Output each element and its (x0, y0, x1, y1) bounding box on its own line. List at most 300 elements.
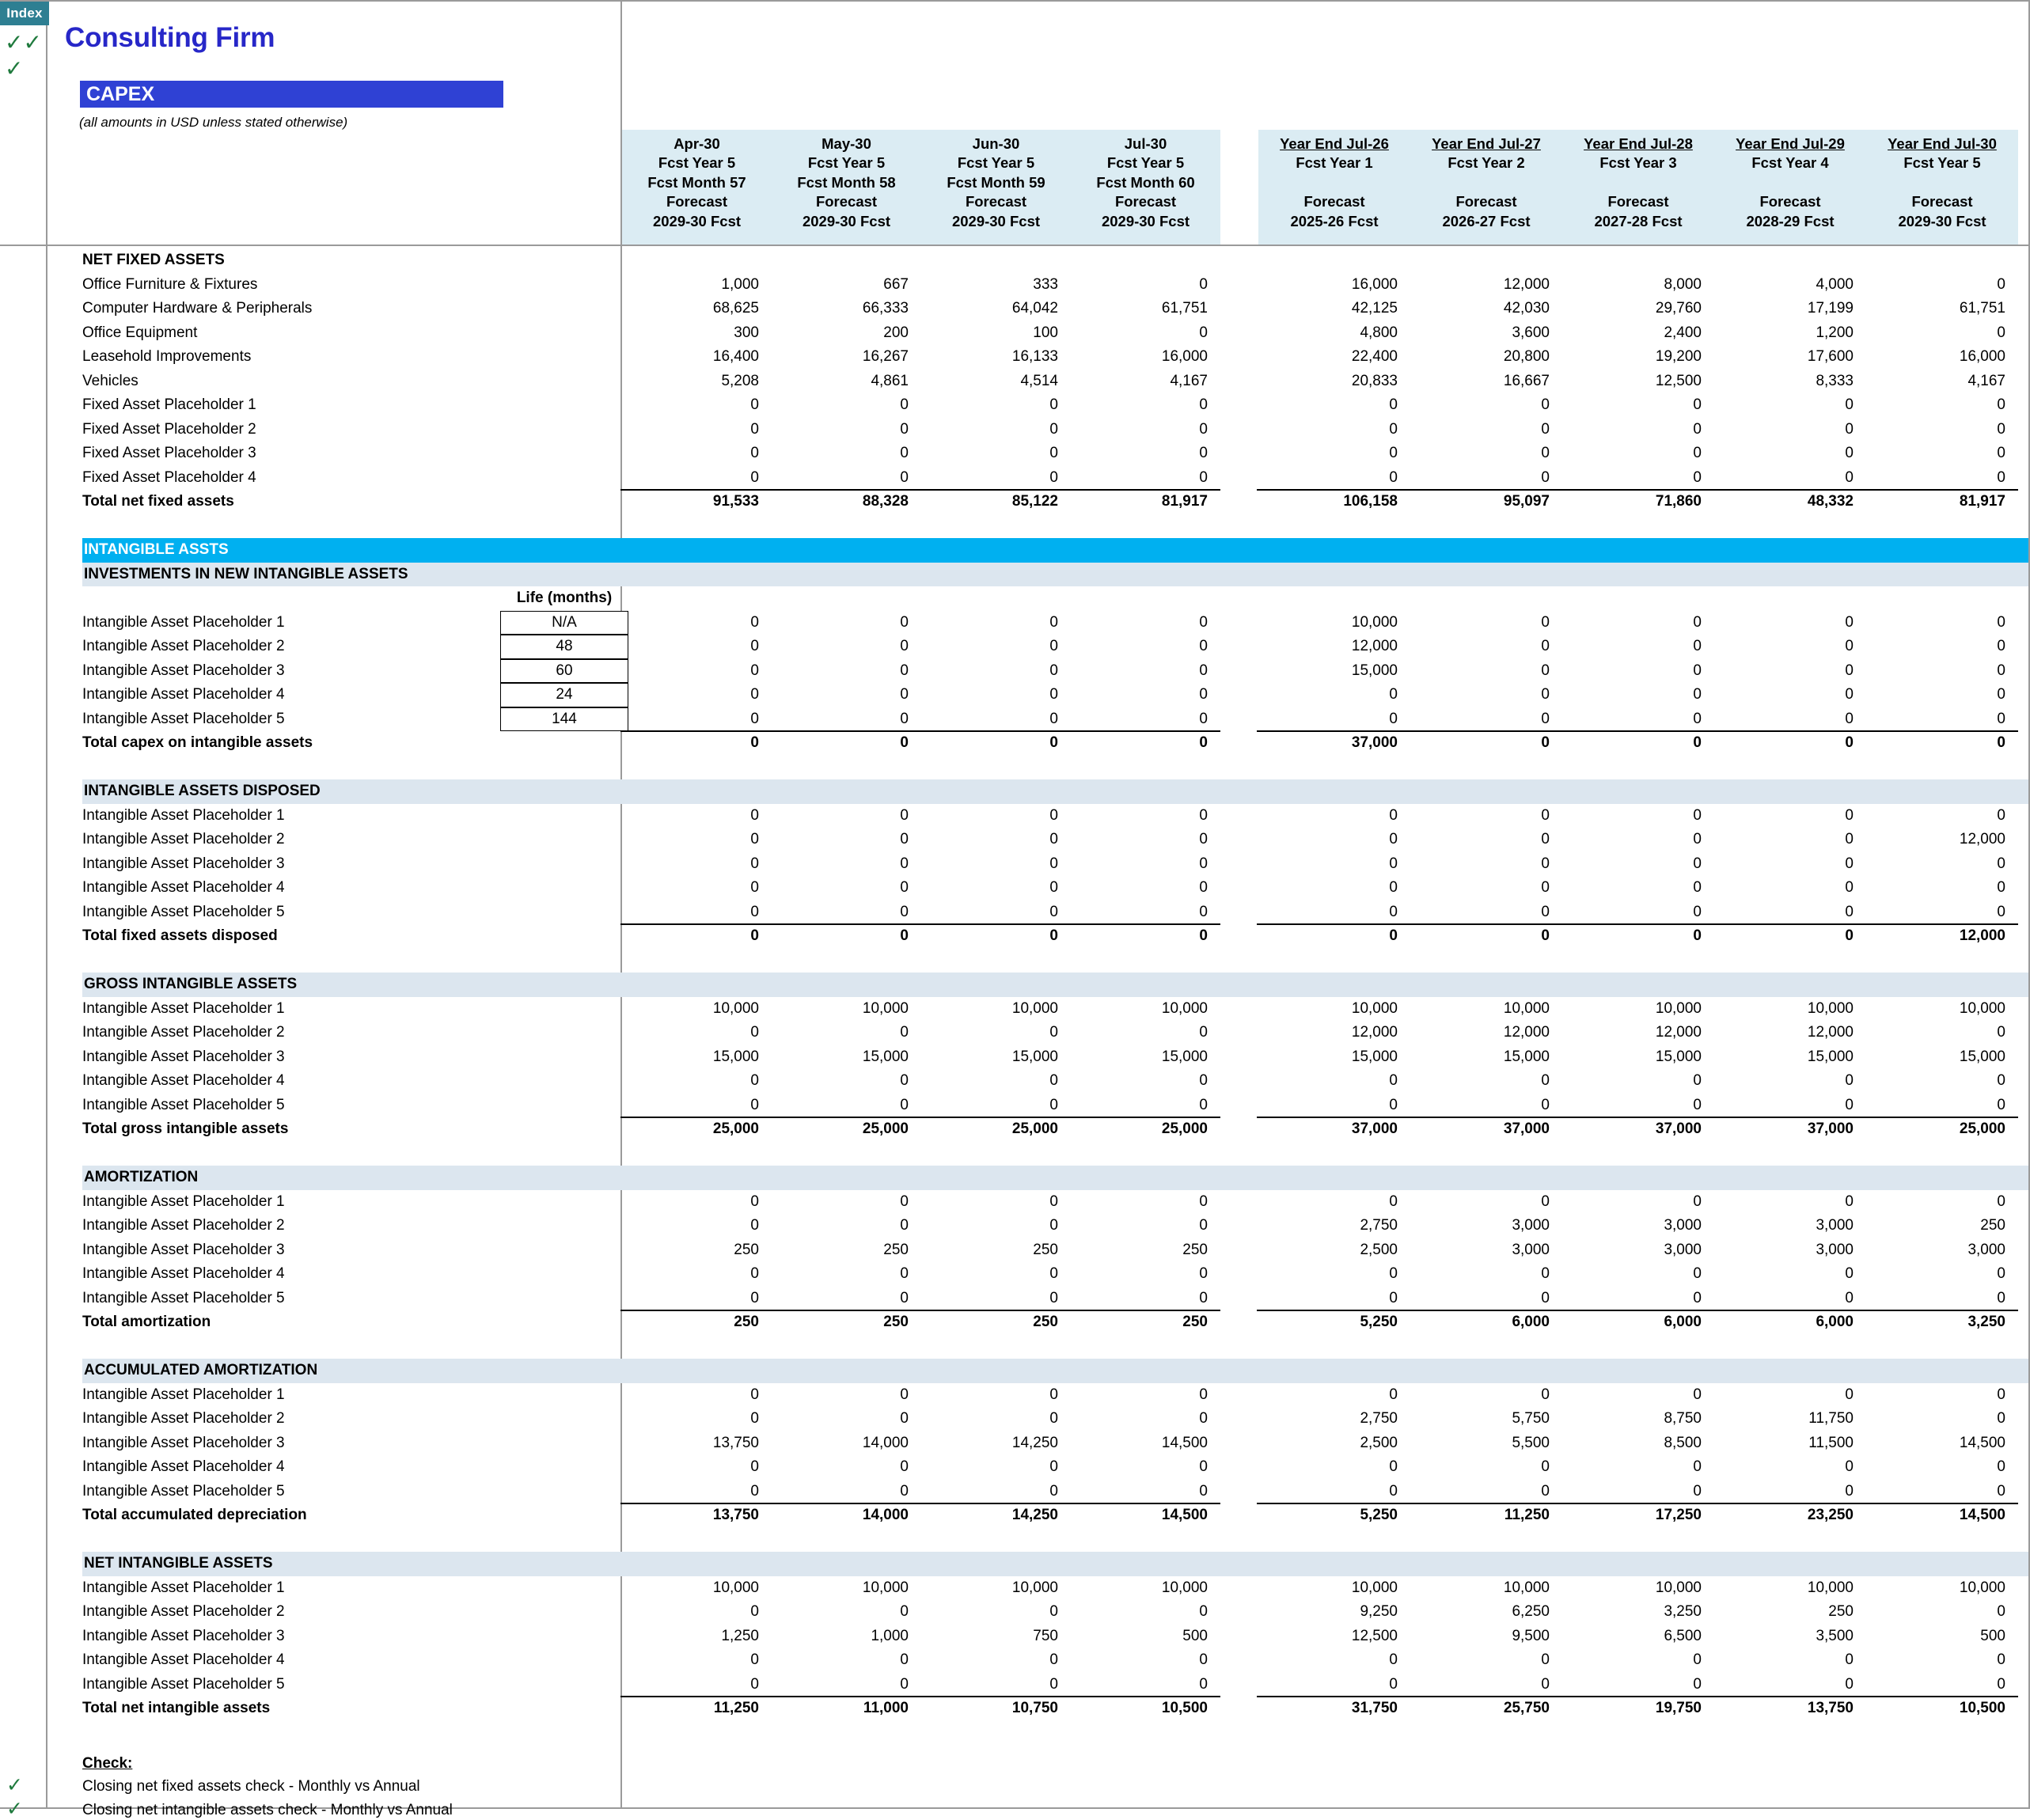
table-cell-value: 0 (1199, 1289, 1208, 1306)
check-tick-icon-1: ✓ (6, 1773, 23, 1796)
table-cell-value: 0 (750, 1410, 759, 1427)
table-row (0, 1359, 2030, 1383)
table-cell-value: 0 (750, 1651, 759, 1668)
table-cell-value: 0 (1541, 927, 1550, 944)
table-cell-value: 0 (1693, 662, 1702, 679)
table-cell-value: 0 (1997, 638, 2005, 654)
table-cell-value: 25,000 (1011, 1120, 1058, 1137)
table-cell-value: 0 (1693, 1192, 1702, 1210)
table-row (0, 1455, 2030, 1480)
table-cell-value: 11,250 (1504, 1507, 1550, 1523)
table-cell-value: 0 (900, 831, 909, 847)
row-label: Intangible Asset Placeholder 2 (82, 638, 285, 654)
col-period: 2029-30 Fcst (802, 212, 891, 229)
col-month: Fcst Month 57 (647, 173, 746, 191)
section-heading-band (82, 1166, 2028, 1190)
row-label: Intangible Asset Placeholder 3 (82, 662, 285, 679)
table-cell-value: 16,000 (1161, 348, 1208, 365)
row-label: Intangible Asset Placeholder 4 (82, 879, 285, 896)
row-label: Intangible Asset Placeholder 5 (82, 1482, 285, 1500)
table-cell-value: 64,042 (1011, 300, 1058, 317)
table-cell-value: 16,400 (712, 348, 759, 365)
table-cell-value: 31,750 (1351, 1700, 1398, 1716)
table-cell-value: 12,000 (1351, 1024, 1398, 1041)
table-cell-value: 8,750 (1664, 1410, 1702, 1427)
table-row (0, 1625, 2030, 1649)
table-cell-value: 0 (1389, 1675, 1398, 1693)
row-label: Office Furniture & Fixtures (82, 275, 258, 293)
row-label: Intangible Asset Placeholder 2 (82, 1217, 285, 1234)
table-cell-value: 0 (1845, 1386, 1854, 1403)
table-cell-value: 37,000 (1351, 1120, 1398, 1137)
table-cell-value: 0 (1845, 1482, 1854, 1500)
table-cell-value: 0 (900, 903, 909, 920)
table-cell-value: 6,000 (1664, 1314, 1702, 1330)
table-cell-value: 9,500 (1512, 1627, 1550, 1644)
table-cell-value: 2,500 (1360, 1241, 1398, 1258)
table-cell-value: 0 (1541, 1192, 1550, 1210)
table-cell-value: 25,750 (1503, 1700, 1550, 1716)
col-basis: Forecast (965, 193, 1027, 210)
row-label: Intangible Asset Placeholder 1 (82, 1192, 285, 1210)
table-cell-value: 0 (1845, 879, 1854, 896)
table-row (0, 273, 2030, 298)
table-cell-value: 10,000 (862, 999, 909, 1017)
table-row (0, 418, 2030, 442)
row-label: Intangible Asset Placeholder 4 (82, 1651, 285, 1668)
table-cell-value: 88,328 (862, 493, 909, 510)
table-cell-value: 6,250 (1512, 1603, 1550, 1620)
table-cell-value: 0 (750, 1096, 759, 1113)
table-row (0, 997, 2030, 1022)
row-label: Intangible Asset Placeholder 2 (82, 1603, 285, 1620)
grid-rule-header-bottom (0, 245, 2030, 246)
row-label: Intangible Asset Placeholder 3 (82, 855, 285, 872)
table-row (0, 1310, 2030, 1335)
table-cell-value: 0 (1199, 638, 1208, 654)
table-cell-value: 0 (1049, 1651, 1058, 1668)
table-cell-value: 4,167 (1170, 372, 1208, 389)
table-cell-value: 20,833 (1351, 372, 1398, 389)
table-cell-value: 10,500 (1959, 1700, 2005, 1716)
table-cell-value: 0 (1693, 1096, 1702, 1113)
table-cell-value: 0 (1845, 855, 1854, 872)
table-cell-value: 0 (1845, 1675, 1854, 1693)
col-month: Fcst Month 60 (1096, 173, 1195, 191)
table-cell-value: 0 (1693, 1482, 1702, 1500)
col-period: 2029-30 Fcst (951, 212, 1041, 229)
table-cell-value: 0 (750, 638, 759, 654)
table-cell-value: 2,750 (1360, 1410, 1398, 1427)
table-cell-value: 81,917 (1959, 493, 2005, 510)
row-label: Intangible Asset Placeholder 3 (82, 1627, 285, 1644)
table-cell-value: 10,000 (1503, 1579, 1550, 1596)
table-cell-value: 15,000 (1503, 1048, 1550, 1065)
row-label: Intangible Asset Placeholder 1 (82, 1579, 285, 1596)
table-cell-value: 0 (900, 734, 909, 751)
table-row (0, 852, 2030, 877)
table-cell-value: 0 (1693, 710, 1702, 727)
table-cell-value: 10,000 (1503, 999, 1550, 1017)
table-cell-value: 0 (750, 662, 759, 679)
table-cell-value: 0 (1049, 734, 1058, 751)
table-cell-value: 8,333 (1816, 372, 1854, 389)
table-cell-value: 0 (1389, 903, 1398, 920)
table-row (0, 1480, 2030, 1504)
col-year: Fcst Year 3 (1599, 154, 1677, 172)
table-row (0, 442, 2030, 466)
table-cell-value: 42,030 (1503, 300, 1550, 317)
life-months-input[interactable]: N/A (500, 611, 628, 635)
section-heading-band (82, 779, 2028, 804)
table-cell-value: 0 (750, 1192, 759, 1210)
table-cell-value: 0 (900, 1675, 909, 1693)
col-basis: Forecast (1303, 193, 1365, 210)
table-cell-value: 0 (1845, 1265, 1854, 1282)
table-cell-value: 0 (1049, 420, 1058, 438)
table-cell-value: 0 (1693, 420, 1702, 438)
col-date: Apr-30 (674, 135, 720, 152)
table-row (0, 345, 2030, 370)
table-cell-value: 0 (900, 420, 909, 438)
col-period: 2028-29 Fcst (1746, 212, 1835, 229)
table-cell-value: 12,000 (1959, 927, 2005, 944)
table-cell-value: 667 (883, 275, 909, 293)
table-row (0, 779, 2030, 804)
table-cell-value: 0 (750, 1217, 759, 1234)
table-cell-value: 0 (1389, 1265, 1398, 1282)
check-section-title: Check: (82, 1755, 133, 1772)
table-cell-value: 3,000 (1512, 1217, 1550, 1234)
col-basis: Forecast (1911, 193, 1973, 210)
table-cell-value: 0 (900, 806, 909, 824)
row-label: Intangible Asset Placeholder 5 (82, 1096, 285, 1113)
table-cell-value: 0 (1199, 734, 1208, 751)
table-cell-value: 0 (900, 1410, 909, 1427)
section-heading-text: ACCUMULATED AMORTIZATION (84, 1362, 318, 1378)
check-tick-icon-top-1: ✓✓ (5, 29, 42, 55)
table-cell-value: 16,000 (1351, 275, 1398, 293)
table-row (0, 1069, 2030, 1094)
col-period: 2029-30 Fcst (1898, 212, 1986, 229)
row-label: Intangible Asset Placeholder 3 (82, 1434, 285, 1451)
table-cell-value: 0 (1541, 806, 1550, 824)
table-cell-value: 95,097 (1503, 493, 1550, 510)
table-cell-value: 0 (1541, 879, 1550, 896)
table-cell-value: 0 (1997, 879, 2005, 896)
table-cell-value: 0 (1199, 1410, 1208, 1427)
table-cell-value: 61,751 (1959, 300, 2005, 317)
table-cell-value: 0 (1997, 710, 2005, 727)
row-label: Total gross intangible assets (82, 1120, 289, 1137)
column-header-annual-1 (1258, 130, 1410, 245)
table-row (0, 538, 2030, 563)
table-cell-value: 0 (1049, 879, 1058, 896)
table-cell-value: 0 (1845, 1289, 1854, 1306)
table-cell-value: 0 (1389, 468, 1398, 486)
table-cell-value: 0 (1997, 686, 2005, 703)
life-months-input[interactable]: 24 (500, 683, 628, 707)
table-cell-value: 0 (1997, 1265, 2005, 1282)
table-cell-value: 0 (1997, 1410, 2005, 1427)
table-row (0, 1045, 2030, 1070)
table-cell-value: 10,000 (1161, 1579, 1208, 1596)
col-date: May-30 (821, 135, 871, 152)
row-label: Fixed Asset Placeholder 4 (82, 468, 256, 486)
row-label: Office Equipment (82, 324, 198, 341)
life-months-input[interactable]: 48 (500, 635, 628, 659)
col-year: Fcst Year 2 (1448, 154, 1525, 172)
check-tick-icon-top-2: ✓ (5, 55, 24, 82)
table-cell-value: 0 (1049, 1410, 1058, 1427)
table-cell-value: 0 (1389, 1192, 1398, 1210)
table-cell-value: 0 (1845, 903, 1854, 920)
table-cell-value: 0 (1997, 275, 2005, 293)
table-cell-value: 0 (1389, 806, 1398, 824)
table-row (0, 1648, 2030, 1673)
table-cell-value: 0 (1541, 734, 1550, 751)
table-row (0, 659, 2030, 684)
col-year: Fcst Year 5 (957, 154, 1035, 172)
table-cell-value: 0 (1997, 806, 2005, 824)
table-cell-value: 0 (1693, 1651, 1702, 1668)
table-cell-value: 6,000 (1512, 1314, 1550, 1330)
col-date: Year End Jul-29 (1736, 135, 1845, 152)
table-cell-value: 0 (1049, 903, 1058, 920)
table-cell-value: 42,125 (1351, 300, 1398, 317)
table-cell-value: 0 (1049, 1096, 1058, 1113)
section-heading-band (82, 973, 2028, 997)
table-cell-value: 0 (1845, 1651, 1854, 1668)
table-cell-value: 250 (1033, 1314, 1058, 1330)
table-cell-value: 0 (1389, 1096, 1398, 1113)
table-cell-value: 0 (750, 1482, 759, 1500)
table-cell-value: 0 (750, 686, 759, 703)
table-cell-value: 0 (1199, 710, 1208, 727)
table-cell-value: 0 (1199, 324, 1208, 341)
row-label: NET FIXED ASSETS (82, 252, 225, 268)
table-cell-value: 0 (750, 710, 759, 727)
table-cell-value: 85,122 (1011, 493, 1058, 510)
table-cell-value: 1,000 (721, 275, 759, 293)
column-header-monthly-1 (622, 130, 772, 245)
col-date: Jun-30 (972, 135, 1020, 152)
table-cell-value: 0 (1389, 879, 1398, 896)
col-month: Fcst Month 58 (797, 173, 896, 191)
table-cell-value: 0 (1693, 831, 1702, 847)
col-basis: Forecast (1759, 193, 1821, 210)
table-cell-value: 0 (1997, 1024, 2005, 1041)
table-cell-value: 0 (1541, 710, 1550, 727)
table-cell-value: 0 (750, 1603, 759, 1620)
table-cell-value: 17,199 (1807, 300, 1854, 317)
table-cell-value: 0 (1845, 468, 1854, 486)
table-cell-value: 0 (1693, 879, 1702, 896)
table-cell-value: 2,400 (1664, 324, 1702, 341)
table-cell-value: 0 (1693, 445, 1702, 461)
table-cell-value: 0 (1541, 1072, 1550, 1089)
table-cell-value: 0 (1997, 1675, 2005, 1693)
table-cell-value: 0 (1541, 638, 1550, 654)
table-cell-value: 0 (750, 1265, 759, 1282)
table-cell-value: 0 (1845, 420, 1854, 438)
table-cell-value: 1,000 (871, 1627, 909, 1644)
table-cell-value: 0 (900, 1482, 909, 1500)
table-cell-value: 0 (1049, 1482, 1058, 1500)
table-cell-value: 0 (1199, 879, 1208, 896)
table-cell-value: 0 (750, 903, 759, 920)
table-cell-value: 0 (900, 1192, 909, 1210)
table-cell-value: 10,000 (1351, 999, 1398, 1017)
row-label: Intangible Asset Placeholder 2 (82, 1024, 285, 1041)
col-basis: Forecast (1455, 193, 1517, 210)
table-cell-value: 0 (1199, 1072, 1208, 1089)
table-cell-value: 0 (1845, 613, 1854, 631)
section-heading-text: GROSS INTANGIBLE ASSETS (84, 976, 298, 992)
table-cell-value: 100 (1033, 324, 1058, 341)
table-cell-value: 0 (1845, 927, 1854, 944)
table-row (0, 393, 2030, 418)
table-cell-value: 0 (1199, 686, 1208, 703)
row-label: Total net intangible assets (82, 1700, 271, 1716)
table-cell-value: 0 (1997, 1651, 2005, 1668)
table-cell-value: 25,000 (862, 1120, 909, 1137)
table-cell-value: 10,000 (712, 999, 759, 1017)
table-cell-value: 0 (1199, 445, 1208, 461)
table-cell-value: 15,000 (862, 1048, 909, 1065)
col-date: Jul-30 (1124, 135, 1167, 152)
col-basis: Forecast (1114, 193, 1177, 210)
table-cell-value: 23,250 (1807, 1507, 1854, 1523)
table-cell-value: 0 (1997, 468, 2005, 486)
row-label: Intangible Asset Placeholder 4 (82, 1458, 285, 1475)
table-cell-value: 0 (750, 1458, 759, 1475)
table-cell-value: 0 (1389, 1072, 1398, 1089)
table-cell-value: 14,500 (1959, 1507, 2005, 1523)
table-cell-value: 48,332 (1807, 493, 1854, 510)
table-cell-value: 10,000 (1959, 1579, 2005, 1596)
table-cell-value: 0 (900, 1651, 909, 1668)
table-cell-value: 3,000 (1816, 1217, 1854, 1234)
col-basis: Forecast (1607, 193, 1669, 210)
table-cell-value: 0 (1693, 1386, 1702, 1403)
table-cell-value: 10,000 (1655, 999, 1702, 1017)
table-cell-value: 10,000 (1011, 1579, 1058, 1596)
table-cell-value: 0 (900, 879, 909, 896)
table-cell-value: 3,000 (1816, 1241, 1854, 1258)
row-label: Intangible Asset Placeholder 1 (82, 999, 285, 1017)
table-row (0, 1214, 2030, 1238)
row-label: Intangible Asset Placeholder 4 (82, 686, 285, 703)
table-cell-value: 0 (1845, 734, 1854, 751)
table-row (0, 1431, 2030, 1456)
table-cell-value: 2,500 (1360, 1434, 1398, 1451)
table-cell-value: 0 (1049, 662, 1058, 679)
col-year: Fcst Year 4 (1751, 154, 1829, 172)
table-cell-value: 0 (900, 1386, 909, 1403)
table-cell-value: 0 (750, 1289, 759, 1306)
table-cell-value: 0 (1845, 445, 1854, 461)
table-cell-value: 12,000 (1503, 275, 1550, 293)
table-cell-value: 0 (1693, 613, 1702, 631)
table-cell-value: 0 (750, 1675, 759, 1693)
table-cell-value: 0 (1541, 1289, 1550, 1306)
row-label: Intangible Asset Placeholder 5 (82, 1289, 285, 1306)
table-cell-value: 0 (900, 613, 909, 631)
table-cell-value: 0 (1693, 468, 1702, 486)
table-cell-value: 0 (900, 855, 909, 872)
table-row (0, 1190, 2030, 1215)
table-cell-value: 0 (750, 806, 759, 824)
table-cell-value: 0 (1997, 734, 2005, 751)
table-cell-value: 250 (1182, 1314, 1208, 1330)
table-cell-value: 6,000 (1816, 1314, 1854, 1330)
row-label: Fixed Asset Placeholder 1 (82, 396, 256, 413)
table-cell-value: 0 (1389, 686, 1398, 703)
table-cell-value: 0 (1845, 686, 1854, 703)
table-cell-value: 5,500 (1512, 1434, 1550, 1451)
life-months-input[interactable]: 144 (500, 707, 628, 732)
table-cell-value: 0 (750, 831, 759, 847)
table-cell-value: 0 (1049, 445, 1058, 461)
table-cell-value: 750 (1033, 1627, 1058, 1644)
column-header-annual-5 (1866, 130, 2018, 245)
table-cell-value: 0 (1845, 396, 1854, 413)
table-cell-value: 0 (1541, 831, 1550, 847)
table-cell-value: 250 (1182, 1241, 1208, 1258)
row-label: Intangible Asset Placeholder 5 (82, 1675, 285, 1693)
page-title: Consulting Firm (65, 22, 275, 53)
table-cell-value: 0 (1049, 1603, 1058, 1620)
column-header-monthly-4 (1071, 130, 1220, 245)
table-row (0, 1697, 2030, 1721)
table-row (0, 248, 2030, 273)
table-cell-value: 3,000 (1664, 1241, 1702, 1258)
section-heading-text: AMORTIZATION (84, 1169, 199, 1185)
table-cell-value: 4,514 (1020, 372, 1058, 389)
index-tab-button[interactable]: Index (0, 2, 49, 25)
table-cell-value: 0 (900, 662, 909, 679)
table-cell-value: 0 (1845, 1458, 1854, 1475)
table-cell-value: 17,250 (1655, 1507, 1702, 1523)
table-cell-value: 0 (1541, 1675, 1550, 1693)
col-period: 2029-30 Fcst (652, 212, 742, 229)
col-month: Fcst Month 59 (947, 173, 1045, 191)
table-cell-value: 250 (883, 1314, 909, 1330)
sheet-title-banner (80, 81, 503, 108)
table-row (0, 707, 2030, 732)
table-cell-value: 0 (1997, 420, 2005, 438)
table-cell-value: 0 (1845, 662, 1854, 679)
table-cell-value: 0 (1199, 662, 1208, 679)
table-cell-value: 0 (1199, 903, 1208, 920)
table-cell-value: 0 (900, 1024, 909, 1041)
column-header-monthly-2 (772, 130, 921, 245)
table-row (0, 370, 2030, 394)
row-label: Leasehold Improvements (82, 348, 252, 365)
table-cell-value: 37,000 (1655, 1120, 1702, 1137)
life-months-input[interactable]: 60 (500, 659, 628, 684)
table-cell-value: 0 (900, 396, 909, 413)
table-cell-value: 4,000 (1816, 275, 1854, 293)
table-cell-value: 0 (1693, 927, 1702, 944)
table-cell-value: 1,200 (1816, 324, 1854, 341)
table-cell-value: 0 (1693, 1675, 1702, 1693)
table-cell-value: 14,500 (1161, 1434, 1208, 1451)
table-cell-value: 15,000 (1011, 1048, 1058, 1065)
table-row (0, 1503, 2030, 1528)
table-row (0, 321, 2030, 346)
